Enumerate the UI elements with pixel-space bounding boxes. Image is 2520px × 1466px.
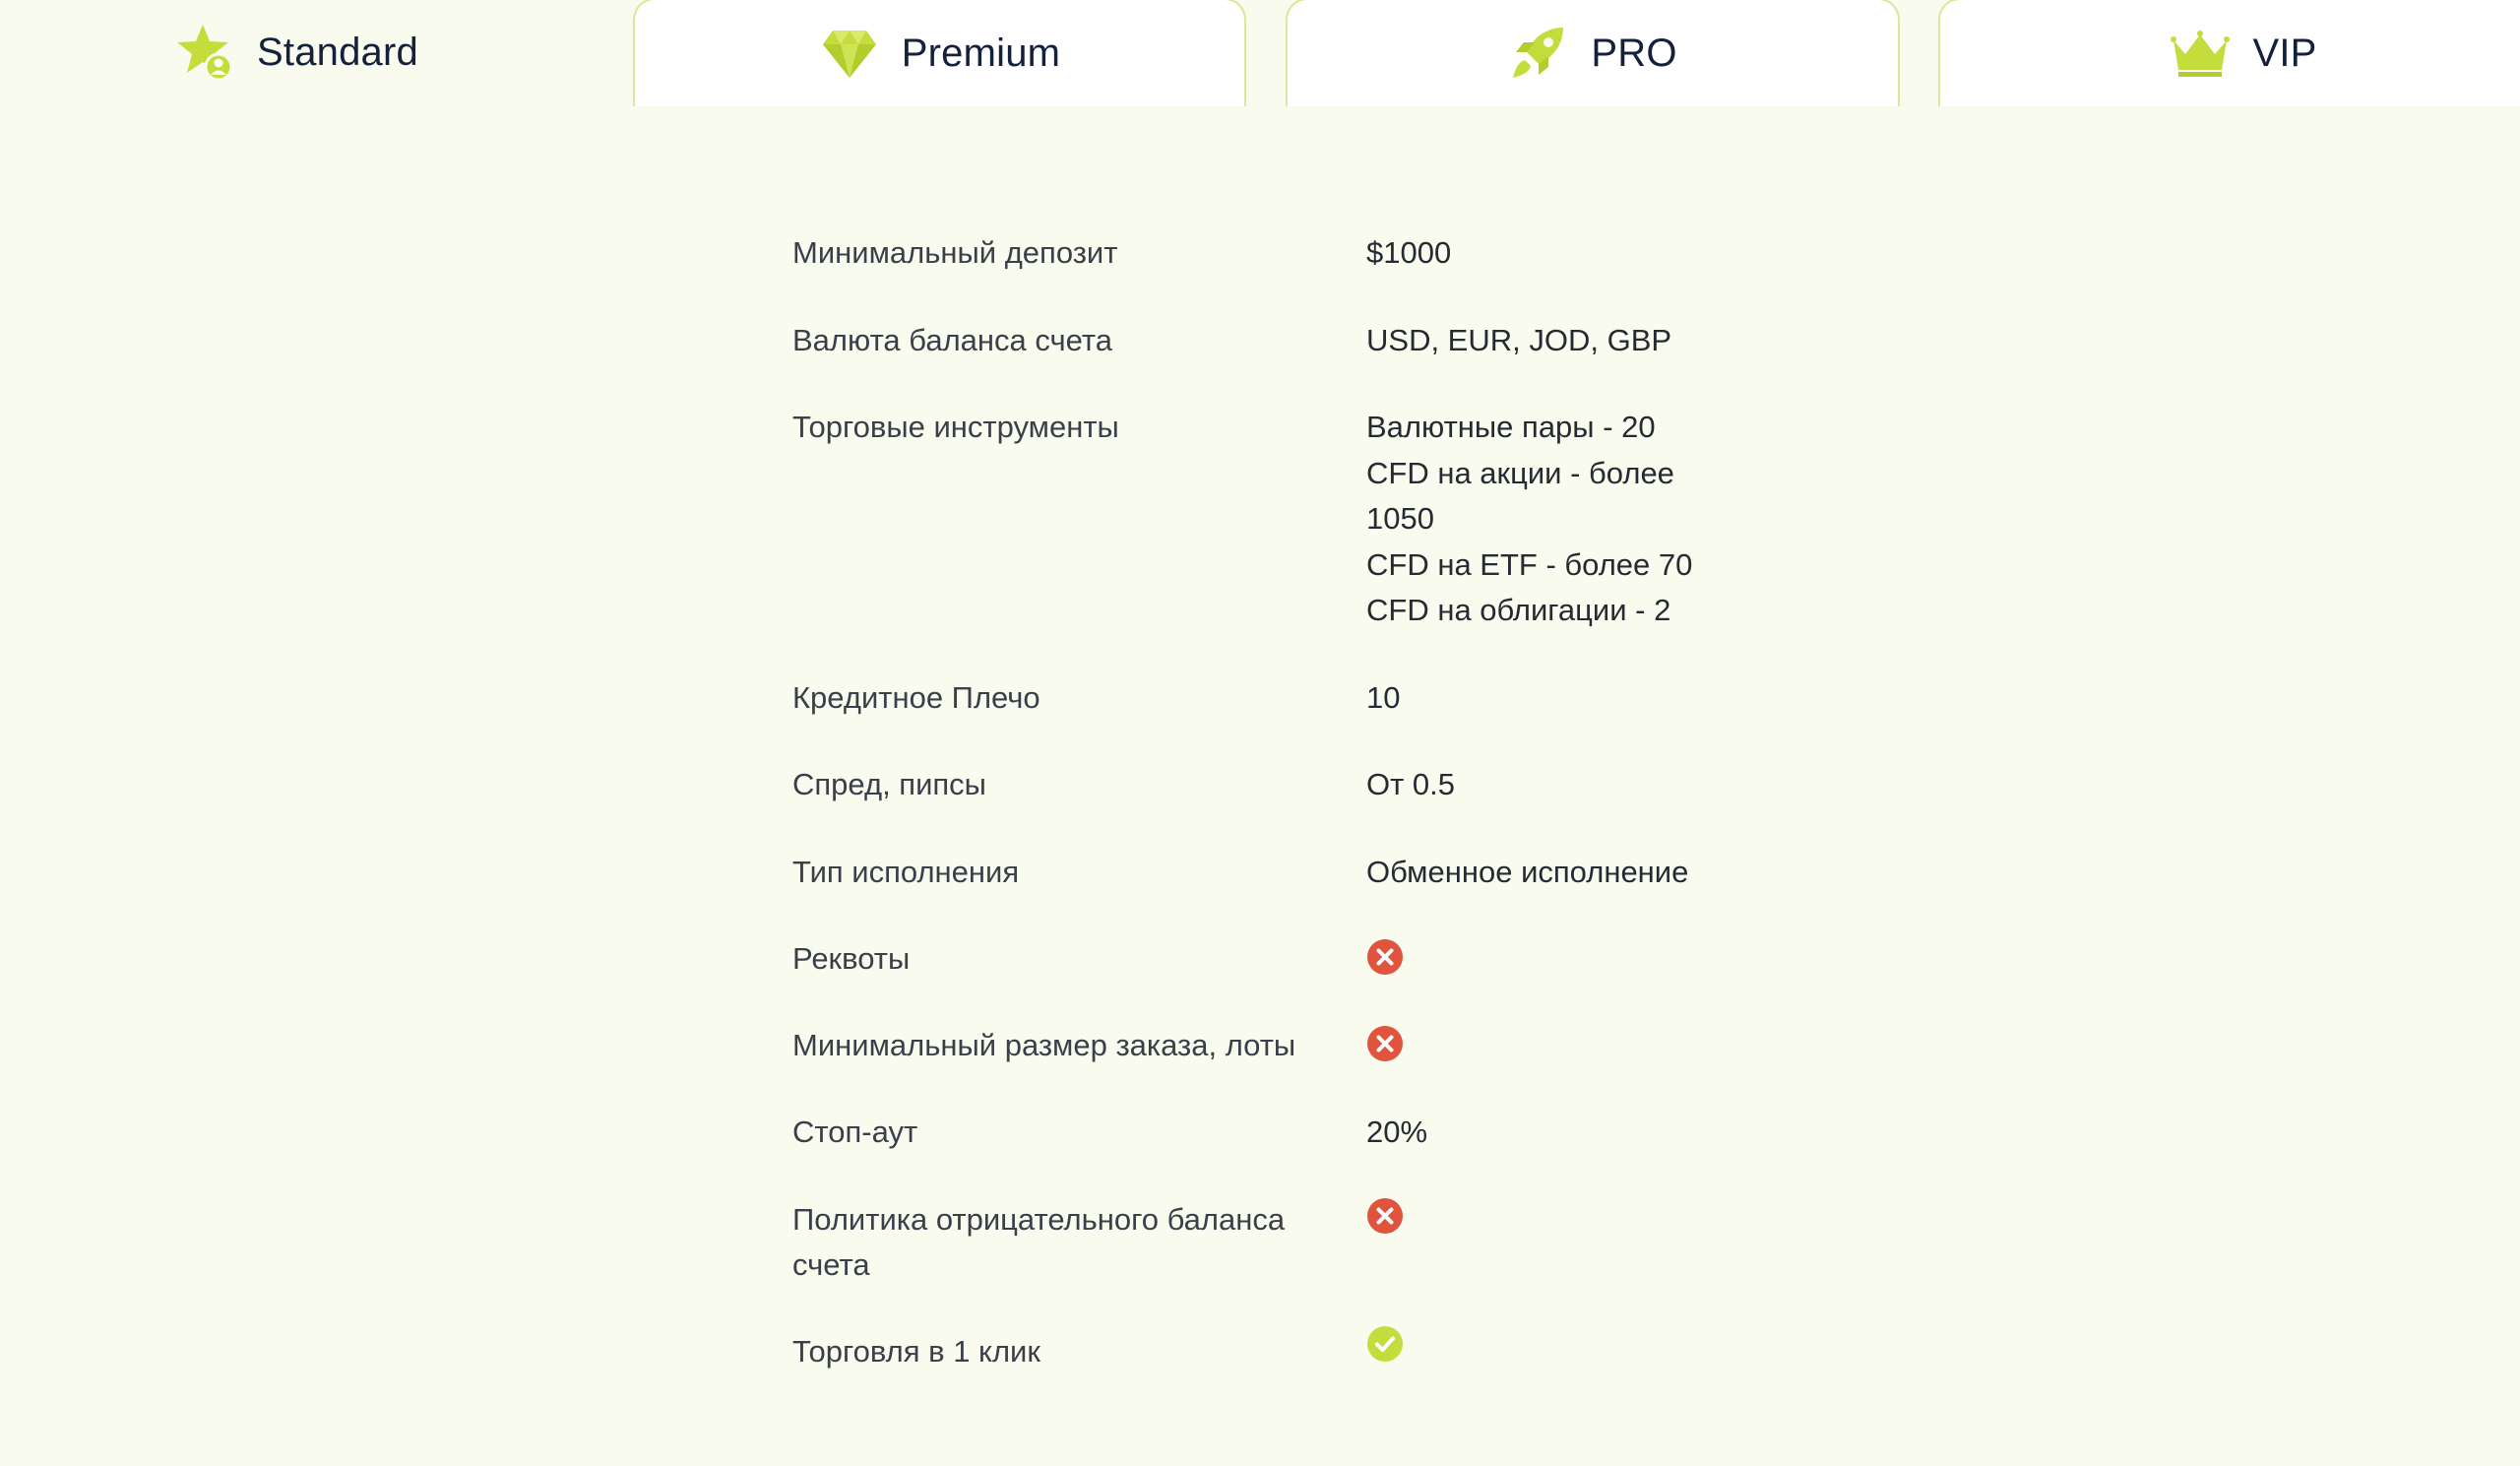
spec-row-min-deposit — [792, 230, 1777, 277]
spec-row-stop-out — [792, 1110, 1777, 1156]
tab-vip-content — [2170, 23, 2316, 84]
spec-label — [792, 1197, 1366, 1288]
cross-circle-icon — [1366, 1197, 1404, 1235]
diamond-icon — [819, 23, 880, 84]
spec-row-execution — [792, 850, 1777, 896]
spec-value: USD, EUR, JOD, GBP — [1366, 322, 1672, 357]
spec-value: 10 — [1366, 679, 1401, 715]
spec-value — [1366, 1023, 1777, 1062]
check-circle-icon — [1366, 1325, 1404, 1363]
spec-label: Валюта баланса счета — [792, 322, 1112, 357]
tab-premium-content — [819, 23, 1060, 84]
tab-vip-label: VIP — [2252, 31, 2317, 75]
spec-value — [1366, 1329, 1777, 1363]
spec-value: От 0.5 — [1366, 767, 1456, 801]
spec-label: Торговля в 1 клик — [792, 1333, 1040, 1369]
spec-row-negative-balance — [792, 1197, 1777, 1288]
spec-label: Минимальный размер заказа, лоты — [792, 1028, 1296, 1062]
spec-value — [1366, 1197, 1777, 1235]
spec-value: Обменное исполнение — [1366, 854, 1689, 889]
spec-row-currency — [792, 318, 1777, 364]
star-user-icon — [174, 22, 235, 83]
spec-label: Кредитное Плечо — [792, 679, 1040, 715]
account-type-tabs — [0, 0, 2520, 106]
tab-pro-content — [1508, 23, 1676, 84]
spec-row-min-order — [792, 1023, 1777, 1068]
instrument-line: 1050 — [1366, 501, 1434, 536]
tab-premium[interactable] — [633, 0, 1246, 106]
spec-value: 20% — [1366, 1115, 1428, 1149]
instrument-line: CFD на акции - более — [1366, 455, 1674, 490]
tab-premium-label: Premium — [901, 31, 1061, 75]
spec-label: Стоп-аут — [792, 1115, 918, 1149]
tab-standard-content — [174, 22, 418, 83]
tab-standard[interactable] — [0, 0, 593, 106]
instrument-line: CFD на ETF - более 70 — [1366, 546, 1693, 582]
tab-vip[interactable] — [1938, 0, 2520, 106]
spec-row-requotes — [792, 936, 1777, 982]
spec-label: Тип исполнения — [792, 854, 1020, 889]
tab-pro[interactable] — [1286, 0, 1900, 106]
spec-label: Торговые инструменты — [792, 410, 1119, 444]
spec-row-spread — [792, 762, 1777, 808]
instrument-line: CFD на облигации - 2 — [1366, 593, 1671, 627]
rocket-icon — [1508, 23, 1569, 84]
spec-value: $1000 — [1366, 235, 1452, 270]
cross-circle-icon — [1366, 938, 1404, 976]
tab-pro-label: PRO — [1591, 31, 1677, 75]
spec-row-instruments — [792, 405, 1777, 634]
crown-icon — [2170, 23, 2231, 84]
cross-circle-icon — [1366, 1025, 1404, 1062]
spec-label: Реквоты — [792, 941, 911, 976]
instrument-line: Валютные пары - 20 — [1366, 410, 1656, 444]
spec-label-line: Политика отрицательного баланса — [792, 1201, 1286, 1237]
spec-label-line: счета — [792, 1246, 870, 1282]
tab-standard-label: Standard — [257, 30, 418, 74]
account-spec-table — [792, 230, 1777, 1416]
spec-label: Минимальный депозит — [792, 235, 1118, 270]
spec-value-list — [1366, 405, 1777, 634]
spec-value — [1366, 936, 1777, 976]
spec-row-leverage — [792, 675, 1777, 722]
spec-label: Спред, пипсы — [792, 767, 986, 801]
spec-row-one-click — [792, 1329, 1777, 1374]
